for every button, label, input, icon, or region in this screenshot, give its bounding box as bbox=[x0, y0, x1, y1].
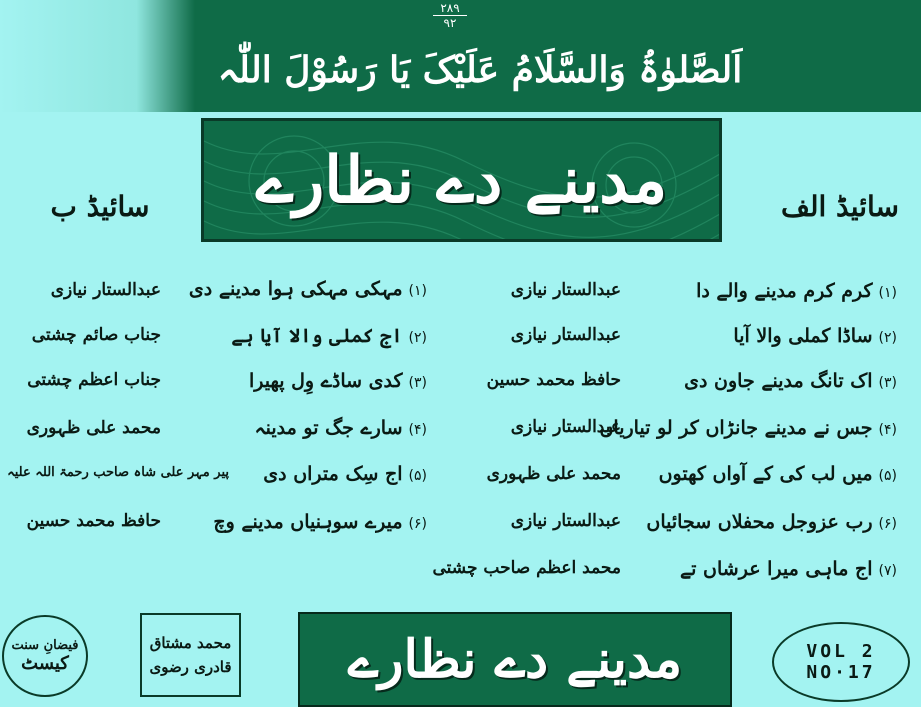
volume-badge bbox=[772, 622, 910, 702]
catalog-number-top: ۲۸۹ bbox=[440, 1, 460, 15]
salutation-heading: اَلصَّلوٰۃُ وَالسَّلَامُ عَلَیْکَ یَا رَسُوْلَ اللّٰہ bbox=[217, 49, 743, 91]
catalog-number bbox=[420, 2, 480, 29]
side-a-track-5: (۵)میں لب کی کے آواں کھتوں bbox=[658, 463, 897, 485]
side-b-label: سائیڈ ب bbox=[50, 190, 150, 223]
album-title: مدینے دے نظارے bbox=[255, 142, 668, 218]
side-a-track-4: (۴)جس نے مدینے جانڑاں کر لو تیاریاں bbox=[599, 417, 897, 439]
number-label: NO·17 bbox=[806, 662, 876, 683]
title-banner bbox=[201, 118, 722, 242]
side-b-artist-3: جناب اعظم چشتی bbox=[27, 370, 161, 390]
side-a-artist-2: عبدالستار نیازی bbox=[510, 325, 621, 345]
side-b-artist-6: حافظ محمد حسین bbox=[26, 511, 161, 531]
reciter-box bbox=[140, 613, 241, 697]
side-b-track-5: (۵)اج سِک متراں دی bbox=[263, 463, 427, 485]
volume-label: VOL 2 bbox=[806, 641, 876, 662]
side-a-track-1: (۱)کرم کرم مدینے والے دا bbox=[696, 280, 897, 302]
side-a-track-7: (۷)اج ماہی میرا عرشاں تے bbox=[680, 558, 897, 580]
side-b-track-6: (۶)میرے سوہنیاں مدینے وچ bbox=[213, 511, 427, 533]
side-b-artist-1: عبدالستار نیازی bbox=[50, 280, 161, 300]
side-a-artist-7: محمد اعظم صاحب چشتی bbox=[432, 558, 621, 578]
side-b-track-3: (۳)کدی ساڈے وِل پھیرا bbox=[248, 370, 427, 392]
bottom-album-title: مدینے دے نظارے bbox=[347, 629, 683, 690]
publisher-badge bbox=[2, 615, 88, 697]
side-a-artist-5: محمد علی ظہوری bbox=[486, 464, 621, 484]
side-b-track-2: (۲)اج کملی والا آیا ہے bbox=[231, 325, 427, 347]
side-a-artist-6: عبدالستار نیازی bbox=[510, 511, 621, 531]
side-a-artist-3: حافظ محمد حسین bbox=[486, 370, 621, 390]
side-b-artist-4: محمد علی ظہوری bbox=[26, 418, 161, 438]
side-a-track-2: (۲)ساڈا کملی والا آیا bbox=[733, 325, 897, 347]
side-b-track-1: (۱)مہکی مہکی ہوا مدینے دی bbox=[188, 278, 427, 300]
side-a-track-3: (۳)اک تانگ مدینے جاون دی bbox=[684, 370, 897, 392]
catalog-number-bottom: ۹۲ bbox=[443, 16, 457, 30]
bottom-title-banner bbox=[298, 612, 732, 707]
side-b-track-4: (۴)سارے جگ تو مدینہ bbox=[254, 417, 427, 439]
top-left-fade bbox=[0, 0, 195, 112]
side-b-artist-2: جناب صائم چشتی bbox=[31, 325, 161, 345]
side-b-artist-5: پیر مہر علی شاہ صاحب رحمۃ اللہ علیہ bbox=[7, 465, 229, 480]
reciter-name: محمد مشتاق bbox=[149, 634, 232, 652]
publisher-name: فیضانِ سنت bbox=[11, 638, 79, 653]
side-a-artist-4: عبدالستار نیازی bbox=[510, 417, 621, 437]
side-a-artist-1: عبدالستار نیازی bbox=[510, 280, 621, 300]
reciter-title: قادری رضوی bbox=[149, 658, 232, 676]
side-a-track-6: (۶)رب عزوجل محفلاں سجائیاں bbox=[646, 511, 897, 533]
side-a-label: سائیڈ الف bbox=[781, 190, 899, 223]
publisher-cassette: کیسٹ bbox=[21, 653, 69, 674]
